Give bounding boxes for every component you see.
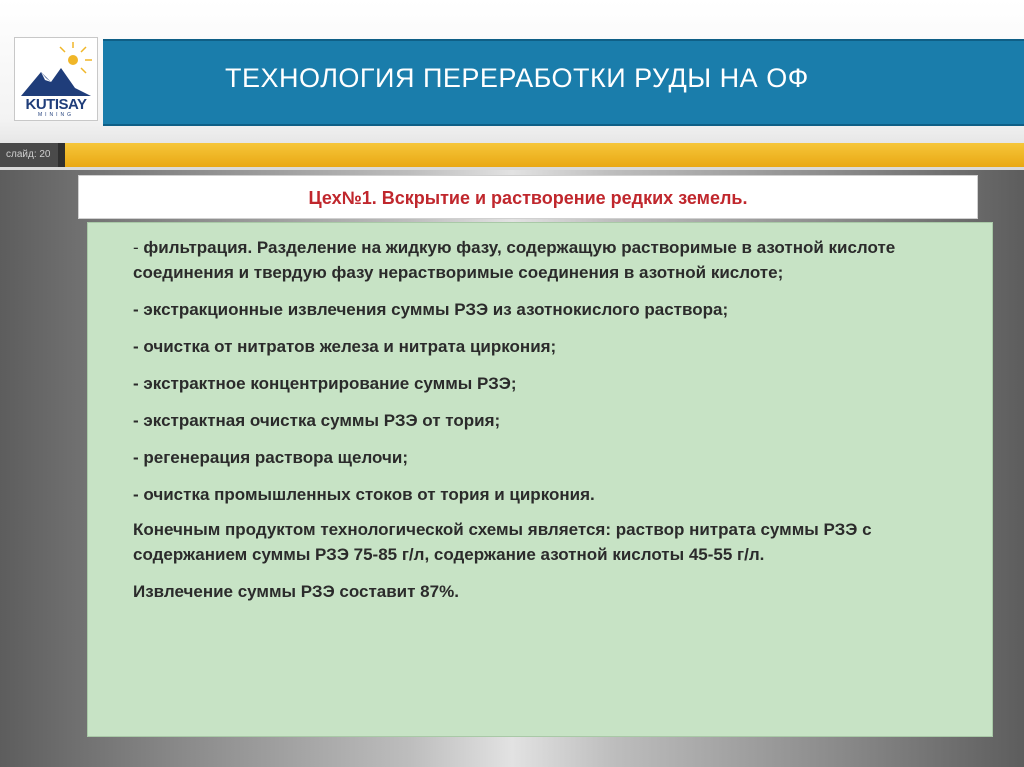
list-dash: - (133, 238, 144, 257)
list-item-text: фильтрация. Разделение на жидкую фазу, содержащую растворимые в азотной кислоте соединения и твердую фазу нерастворимые соединения в азотной кислоте; (133, 238, 896, 282)
list-dash: - (133, 411, 144, 430)
list-item (133, 297, 973, 322)
list-item (133, 482, 973, 507)
list-item-text: очистка от нитратов железа и нитрата циркония; (143, 337, 557, 356)
list-dash: - (133, 448, 144, 467)
gold-accent-bar (65, 143, 1024, 167)
list-item-text: регенерация раствора щелочи; (143, 448, 408, 467)
section-header (78, 175, 978, 219)
list-item (133, 371, 973, 396)
logo-wordmark: KUTISAY (25, 96, 87, 113)
list-item (133, 334, 973, 359)
process-step-list (133, 235, 973, 616)
list-item-text: очистка промышленных стоков от тория и циркония. (143, 485, 595, 504)
gold-bar-divider (58, 143, 65, 167)
company-logo (14, 37, 98, 121)
page-title: ТЕХНОЛОГИЯ ПЕРЕРАБОТКИ РУДЫ НА ОФ (225, 63, 809, 93)
list-item-text: экстракционные извлечения суммы РЗЭ из азотнокислого раствора; (143, 300, 729, 319)
list-dash: - (133, 485, 144, 504)
list-item (133, 408, 973, 433)
section-title: Цех№1. Вскрытие и растворение редких земель. (308, 188, 748, 208)
list-dash: - (133, 374, 144, 393)
list-item-text: экстрактная очистка суммы РЗЭ от тория; (143, 411, 501, 430)
list-item-text: экстрактное концентрирование суммы РЗЭ; (143, 374, 517, 393)
logo-subtitle: MINING (37, 112, 75, 118)
list-item (133, 235, 973, 285)
recovery-text: Извлечение суммы РЗЭ составит 87%. (133, 582, 459, 601)
list-dash: - (133, 300, 144, 319)
title-bar (103, 39, 1024, 126)
list-dash: - (133, 337, 144, 356)
content-panel (87, 222, 993, 737)
conclusion-text: Конечным продуктом технологической схемы является: раствор нитрата суммы РЗЭ с содержанием суммы РЗЭ 75-85 г/л, содержание азотной кислоты 45-55 г/л. (133, 520, 872, 564)
list-item (133, 445, 973, 470)
slide-number-label: слайд: 20 (0, 143, 58, 167)
